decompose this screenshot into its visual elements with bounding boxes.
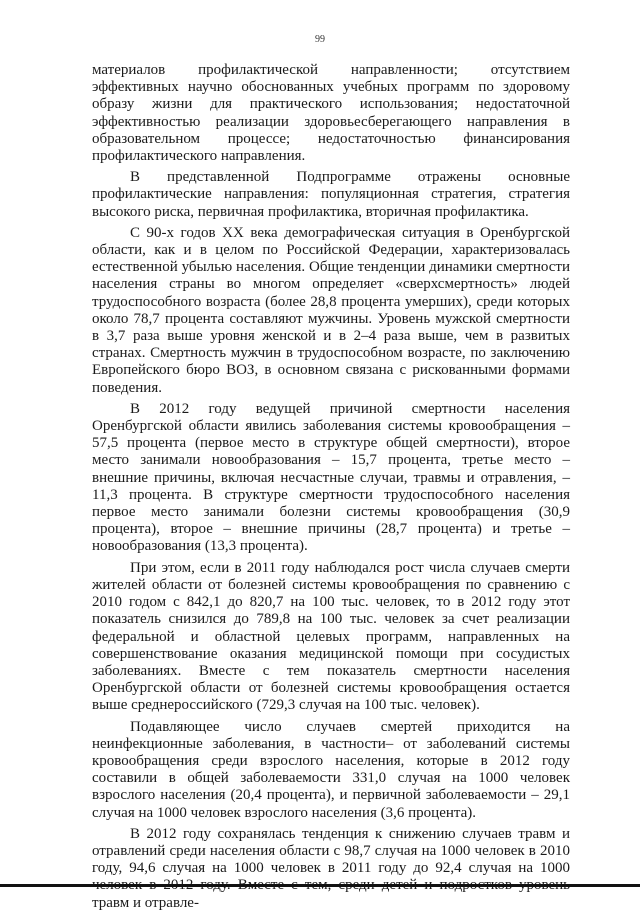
page-number: 99 [315, 34, 325, 45]
paragraph-1: материалов профилактической направленности; отсутствием эффективных научно обоснованных учебных программ по здоровому образу жизни для практического использования; недостаточной эффективностью реализации здоровьесберегающего направления в образовательном процессе; недостаточностью финансирования профилактического направления. [92, 62, 570, 165]
paragraph-5: При этом, если в 2011 году наблюдался рост числа случаев смерти жителей области от болезней системы кровообращения по сравнению с 2010 годом с 842,1 до 820,7 на 100 тыс. человек, то в 2012 году этот показатель снизился до 789,8 на 100 тыс. человек за счет реализации федеральной и областной целевых программ, направленных на совершенствование оказания медицинской помощи при сосудистых заболеваниях. Вместе с тем показатель смертности населения Оренбургской области от болезней системы кровообращения остается выше среднероссийского (729,3 случая на 100 тыс. человек). [92, 559, 570, 714]
paragraph-3: С 90-х годов XX века демографическая ситуация в Оренбургской области, как и в целом по Российской Федерации, характеризовалась естественной убылью населения. Общие тенденции динамики смертности населения страны во многом определяет «сверхсмертность» людей трудоспособного возраста (более 28,8 процента умерших), среди которых около 78,7 процента составляют мужчины. Уровень мужской смертности в 3,7 раза выше уровня женской и в 2–4 раза выше, чем в развитых странах. Смертность мужчин в трудоспособном возрасте, по заключению Европейского бюро ВОЗ, в основном связана с рискованными формами поведения. [92, 224, 570, 396]
bottom-rule [0, 884, 640, 887]
paragraph-7: В 2012 году сохранялась тенденция к снижению случаев травм и отравлений среди населения области с 98,7 случая на 1000 человек в 2010 году, 94,6 случая на 1000 человек в 2011 году до 92,4 случая на 1000 травм и отравле- [92, 825, 570, 911]
paragraph-6: Подавляющее число случаев смертей приходится на неинфекционные заболевания, в частности– от заболеваний системы кровообращения среди взрослого населения, которые в 2012 году составили в общей заболеваемости 331,0 случая на 1000 человек взрослого населения (20,4 процента), и первичной заболеваемости – 29,1 случая на 1000 человек взрослого населения (3,6 процента). [92, 718, 570, 821]
document-body [92, 62, 570, 916]
paragraph-4: В 2012 году ведущей причиной смертности населения Оренбургской области явились заболевания системы кровообращения – 57,5 процента (первое место в структуре общей смертности), второе место занимали новообразования – 15,7 процента, третье место – внешние причины, включая несчастные случаи, травмы и отравления, – 11,3 процента. В структуре смертности трудоспособного населения первое место занимали болезни системы кровообращения (30,9 процента), второе – внешние причины (28,7 процента) и третье – новообразования (13,3 процента). [92, 400, 570, 555]
paragraph-2: В представленной Подпрограмме отражены основные профилактические направления: популяционная стратегия, стратегия высокого риска, первичная профилактика, вторичная профилактика. [92, 169, 570, 220]
